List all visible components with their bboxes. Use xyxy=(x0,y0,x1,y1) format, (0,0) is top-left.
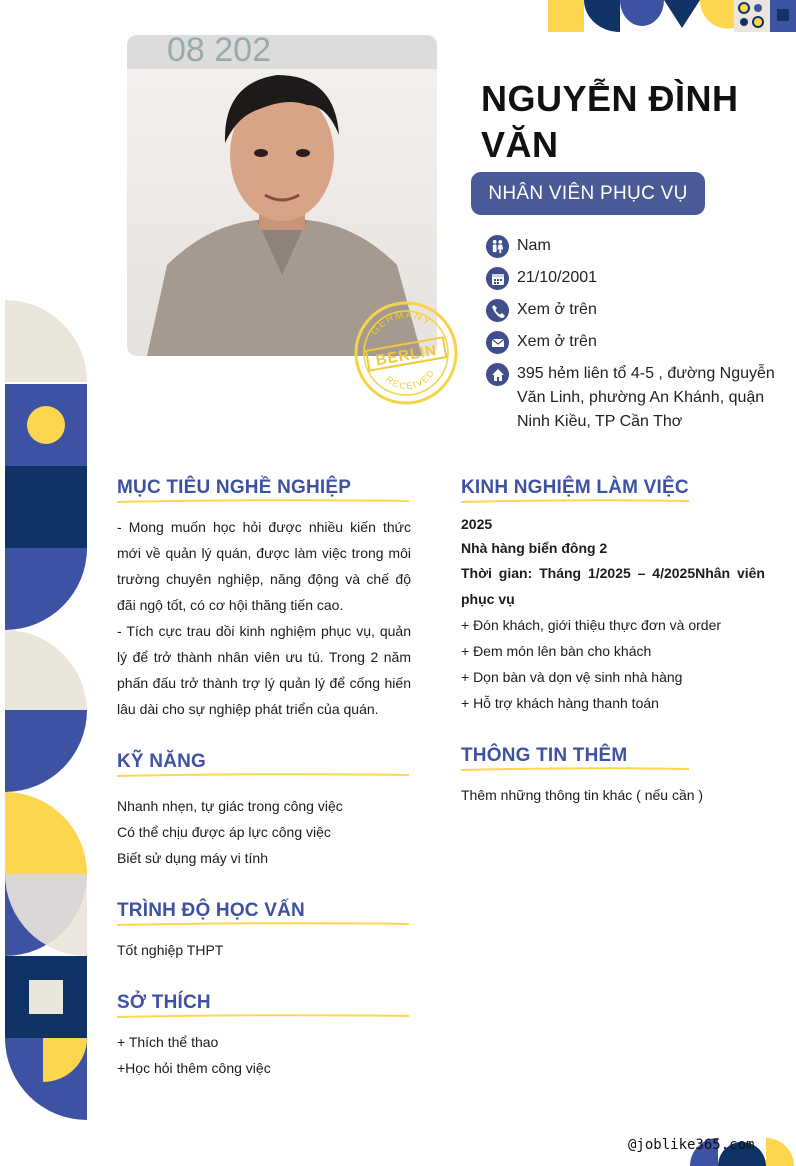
duty-item: + Dọn bàn và dọn vệ sinh nhà hàng xyxy=(461,669,683,685)
hobby-item: + Thích thể thao xyxy=(117,1034,219,1050)
experience-title: KINH NGHIỆM LÀM VIỆC xyxy=(461,477,689,498)
svg-text:BERLIN: BERLIN xyxy=(374,341,439,370)
watermark: @joblike365.com xyxy=(628,1137,755,1153)
skill-item: Biết sử dụng máy vi tính xyxy=(117,850,268,866)
email-icon xyxy=(486,331,509,354)
calendar-icon xyxy=(486,267,509,290)
objective-title: MỤC TIÊU NGHỀ NGHIỆP xyxy=(117,477,352,498)
phone-text: Xem ở trên xyxy=(517,301,597,318)
address-text: 395 hẻm liên tổ 4-5 , đường Nguyễn Văn Linh, phường An Khánh, quận Ninh Kiều, TP Cần Thơ xyxy=(517,365,775,430)
skill-item: Có thể chịu được áp lực công việc xyxy=(117,824,331,840)
education-underline xyxy=(117,922,409,926)
gender-text: Nam xyxy=(517,237,551,254)
hobby-item: +Học hỏi thêm công việc xyxy=(117,1060,271,1076)
info-address xyxy=(486,362,776,434)
hobbies-title: SỞ THÍCH xyxy=(117,992,211,1013)
skill-item: Nhanh nhẹn, tự giác trong công việc xyxy=(117,798,343,814)
duty-item: + Đem món lên bàn cho khách xyxy=(461,643,652,659)
skills-title: KỸ NĂNG xyxy=(117,751,207,772)
info-email xyxy=(486,330,776,354)
skills-list xyxy=(117,793,411,871)
objective-paragraph-2: - Tích cực trau dồi kinh nghiệm phục vụ, quản lý để trở thành nhân viên ưu tú. Trong 2 năm phấn đấu trở thành trợ lý quản lý để cống hiến lâu dài cho sự nghiệp phát triển của quán. xyxy=(117,623,411,717)
duty-item: + Đón khách, giới thiệu thực đơn và order xyxy=(461,617,722,633)
experience-company: Nhà hàng biển đông 2 xyxy=(461,540,608,556)
objective-paragraph-1: - Mong muốn học hỏi được nhiều kiến thức mới về quản lý quán, được làm việc trong môi trường chuyên nghiệp, năng động và chế độ đãi ngộ tốt, có cơ hội thăng tiến cao. xyxy=(117,519,411,613)
svg-text:RECEIVED: RECEIVED xyxy=(384,367,437,392)
hobbies-list xyxy=(117,1029,411,1081)
extra-info-title: THÔNG TIN THÊM xyxy=(461,745,628,766)
duty-item: + Hỗ trợ khách hàng thanh toán xyxy=(461,695,659,711)
experience-year: 2025 xyxy=(461,516,493,532)
photo-backdrop-text: 08 202 xyxy=(167,35,271,69)
objective-underline xyxy=(117,499,409,503)
phone-icon xyxy=(486,299,509,322)
personal-info-list xyxy=(486,234,776,442)
education-text: Tốt nghiệp THPT xyxy=(117,942,224,958)
education-title: TRÌNH ĐỘ HỌC VẤN xyxy=(117,900,305,921)
experience-time: Thời gian: Tháng 1/2025 – 4/2025Nhân viên phục vụ xyxy=(461,565,765,607)
hello-vertical-text xyxy=(26,40,96,330)
info-gender xyxy=(486,234,776,258)
candidate-name: NGUYỄN ĐÌNH VĂN xyxy=(481,78,739,165)
hobbies-underline xyxy=(117,1014,409,1018)
objective-content xyxy=(117,514,411,722)
email-text: Xem ở trên xyxy=(517,333,597,350)
experience-underline xyxy=(461,499,689,503)
left-decoration-strip xyxy=(5,300,87,1120)
extra-info-underline xyxy=(461,767,689,771)
experience-content xyxy=(461,512,765,716)
job-title-badge: NHÂN VIÊN PHỤC VỤ xyxy=(471,172,705,215)
birthdate-text: 21/10/2001 xyxy=(517,269,598,286)
skills-underline xyxy=(117,773,409,777)
info-phone xyxy=(486,298,776,322)
home-icon xyxy=(486,363,509,386)
info-birthdate xyxy=(486,266,776,290)
berlin-stamp xyxy=(353,300,459,406)
svg-text:GERMANY: GERMANY xyxy=(369,309,434,338)
extra-info-text: Thêm những thông tin khác ( nếu cần ) xyxy=(461,787,704,803)
gender-icon xyxy=(486,235,509,258)
top-decoration xyxy=(548,0,796,32)
